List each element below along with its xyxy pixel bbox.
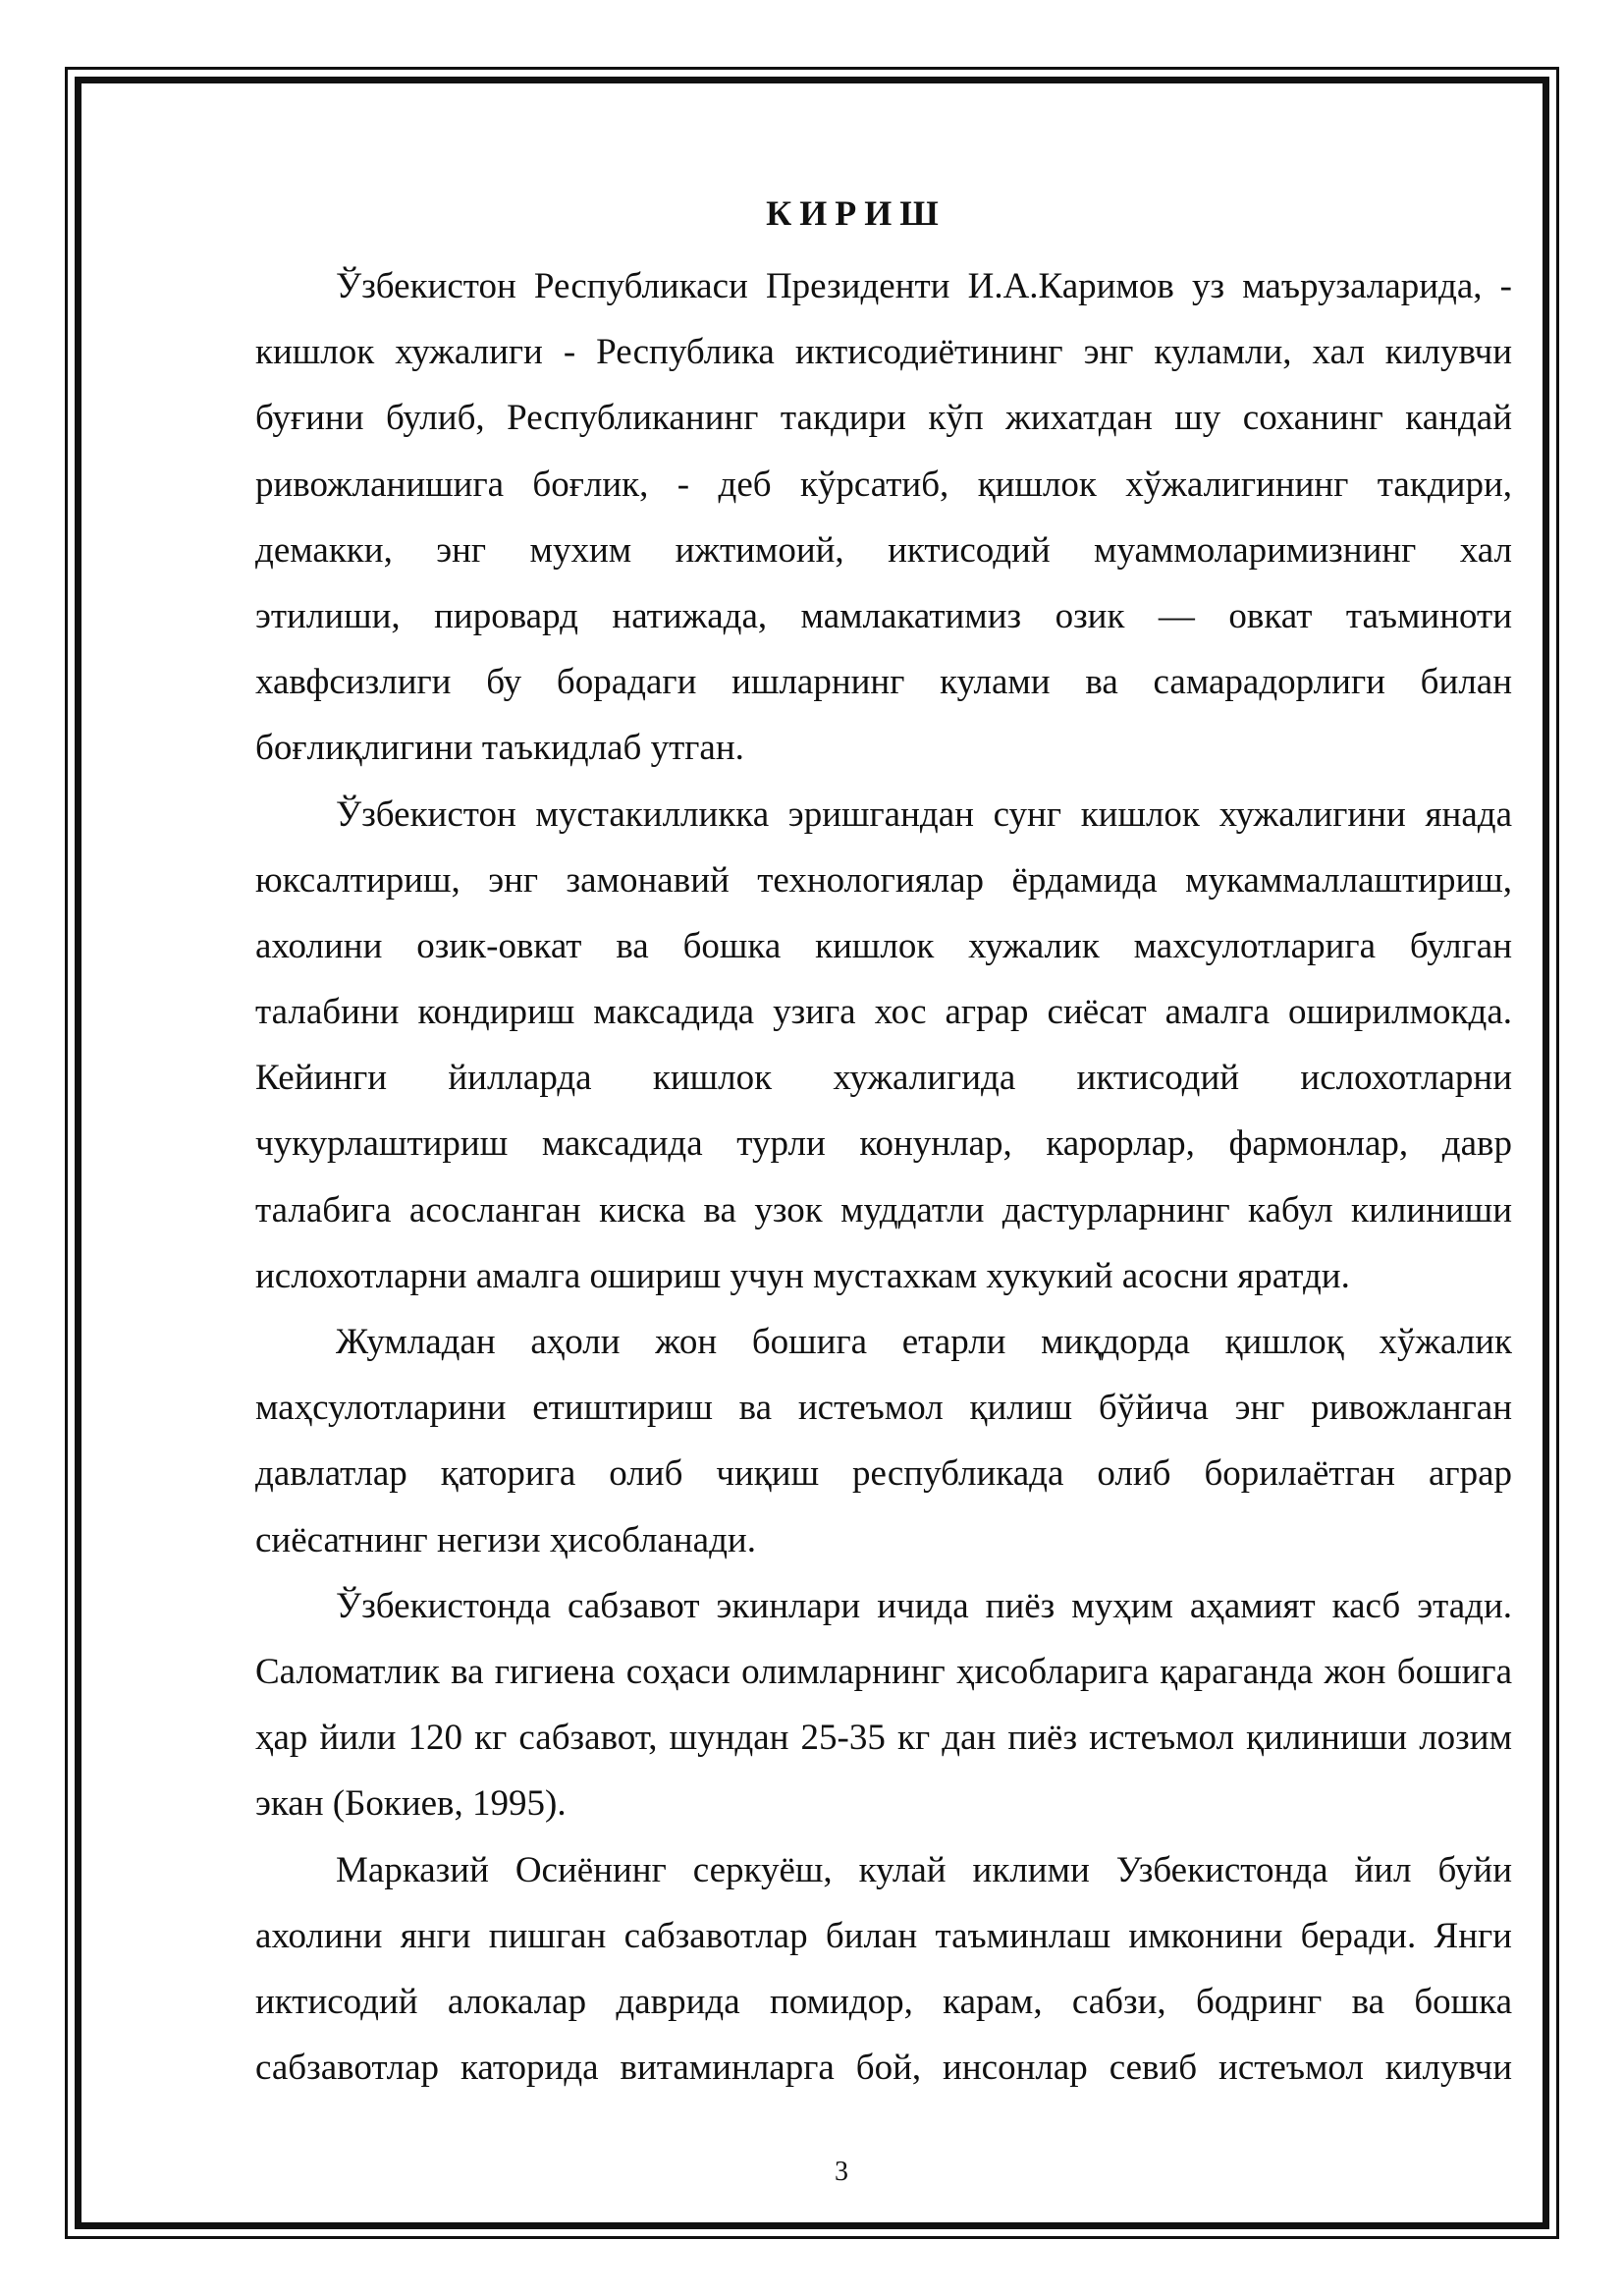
text-line: экан (Бокиев, 1995). <box>255 1783 567 1825</box>
text-line: Ўзбекистонда сабзавот экинлари ичида пиёз муҳим аҳамият касб этади. <box>336 1585 1512 1626</box>
text-line: чукурлаштириш максадида турли конунлар, карорлар, фармонлар, давр <box>255 1123 1512 1165</box>
text-line: кишлок хужалиги - Республика иктисодиётининг энг куламли, хал килувчи <box>255 332 1512 373</box>
text-line: ривожланишига боғлик, - деб кўрсатиб, қишлок хўжалигининг такдири, <box>255 464 1512 505</box>
text-line: Ўзбекистон мустакилликка эришгандан сунг кишлок хужалигини янада <box>336 793 1512 835</box>
text-line: боғлиқлигини таъкидлаб утган. <box>255 728 744 769</box>
text-line: юксалтириш, энг замонавий технологиялар ёрдамида мукаммаллаштириш, <box>255 859 1512 901</box>
text-line: хавфсизлиги бу борадаги ишларнинг кулами ва самарадорлиги билан <box>255 662 1512 703</box>
text-line: талабини кондириш максадида узига хос аграр сиёсат амалга оширилмокда. <box>255 992 1512 1033</box>
paragraph-4 <box>175 1573 1512 1837</box>
page-number: 3 <box>835 2157 848 2187</box>
page-title: КИРИШ <box>766 193 947 233</box>
text-line: ислохотларни амалга ошириш учун мустахкам хукукий асосни яратди. <box>255 1255 1350 1296</box>
text-line: Саломатлик ва гигиена соҳаси олимларнинг ҳисобларига қараганда жон бошига <box>255 1651 1512 1692</box>
paragraph-3 <box>175 1309 1512 1573</box>
paragraph-1 <box>175 253 1512 782</box>
text-line: Кейинги йилларда кишлок хужалигида иктисодий ислохотларни <box>255 1058 1512 1099</box>
text-line: ахолини озик-овкат ва бошка кишлок хужалик махсулотларига булган <box>255 925 1512 966</box>
text-line: сабзавотлар каторида витаминларга бой, инсонлар севиб истеъмол килувчи <box>255 2048 1512 2089</box>
paragraph-5 <box>175 1837 1512 2102</box>
paragraph-2 <box>175 782 1512 1310</box>
text-line: демакки, энг мухим ижтимоий, иктисодий муаммоларимизнинг хал <box>255 529 1512 571</box>
text-line: маҳсулотларини етиштириш ва истеъмол қилиш бўйича энг ривожланган <box>255 1388 1512 1429</box>
text-line: иктисодий алокалар даврида помидор, карам, сабзи, бодринг ва бошка <box>255 1981 1512 2022</box>
text-line: ахолини янги пишган сабзавотлар билан таъминлаш имконини беради. Янги <box>255 1915 1512 1956</box>
text-line: давлатлар қаторига олиб чиқиш республикада олиб борилаётган аграр <box>255 1453 1512 1495</box>
document-body <box>175 253 1512 2101</box>
text-line: Жумладан аҳоли жон бошига етарли миқдорда қишлоқ хўжалик <box>336 1322 1512 1362</box>
text-line: этилиши, пировард натижада, мамлакатимиз озик — овкат таъминоти <box>255 595 1512 636</box>
text-line: сиёсатнинг негизи ҳисобланади. <box>255 1519 756 1560</box>
text-line: Марказий Осиёнинг серкуёш, кулай иклими Узбекистонда йил буйи <box>336 1849 1512 1890</box>
text-line: буғини булиб, Республиканинг такдири кўп жихатдан шу соханинг кандай <box>255 398 1512 439</box>
text-line: Ўзбекистон Республикаси Президенти И.А.Каримов уз маърузаларида, - <box>336 266 1512 306</box>
text-line: ҳар йили 120 кг сабзавот, шундан 25-35 кг дан пиёз истеъмол қилиниши лозим <box>255 1718 1512 1759</box>
text-line: талабига асосланган киска ва узок муддатли дастурларнинг кабул килиниши <box>255 1189 1512 1230</box>
